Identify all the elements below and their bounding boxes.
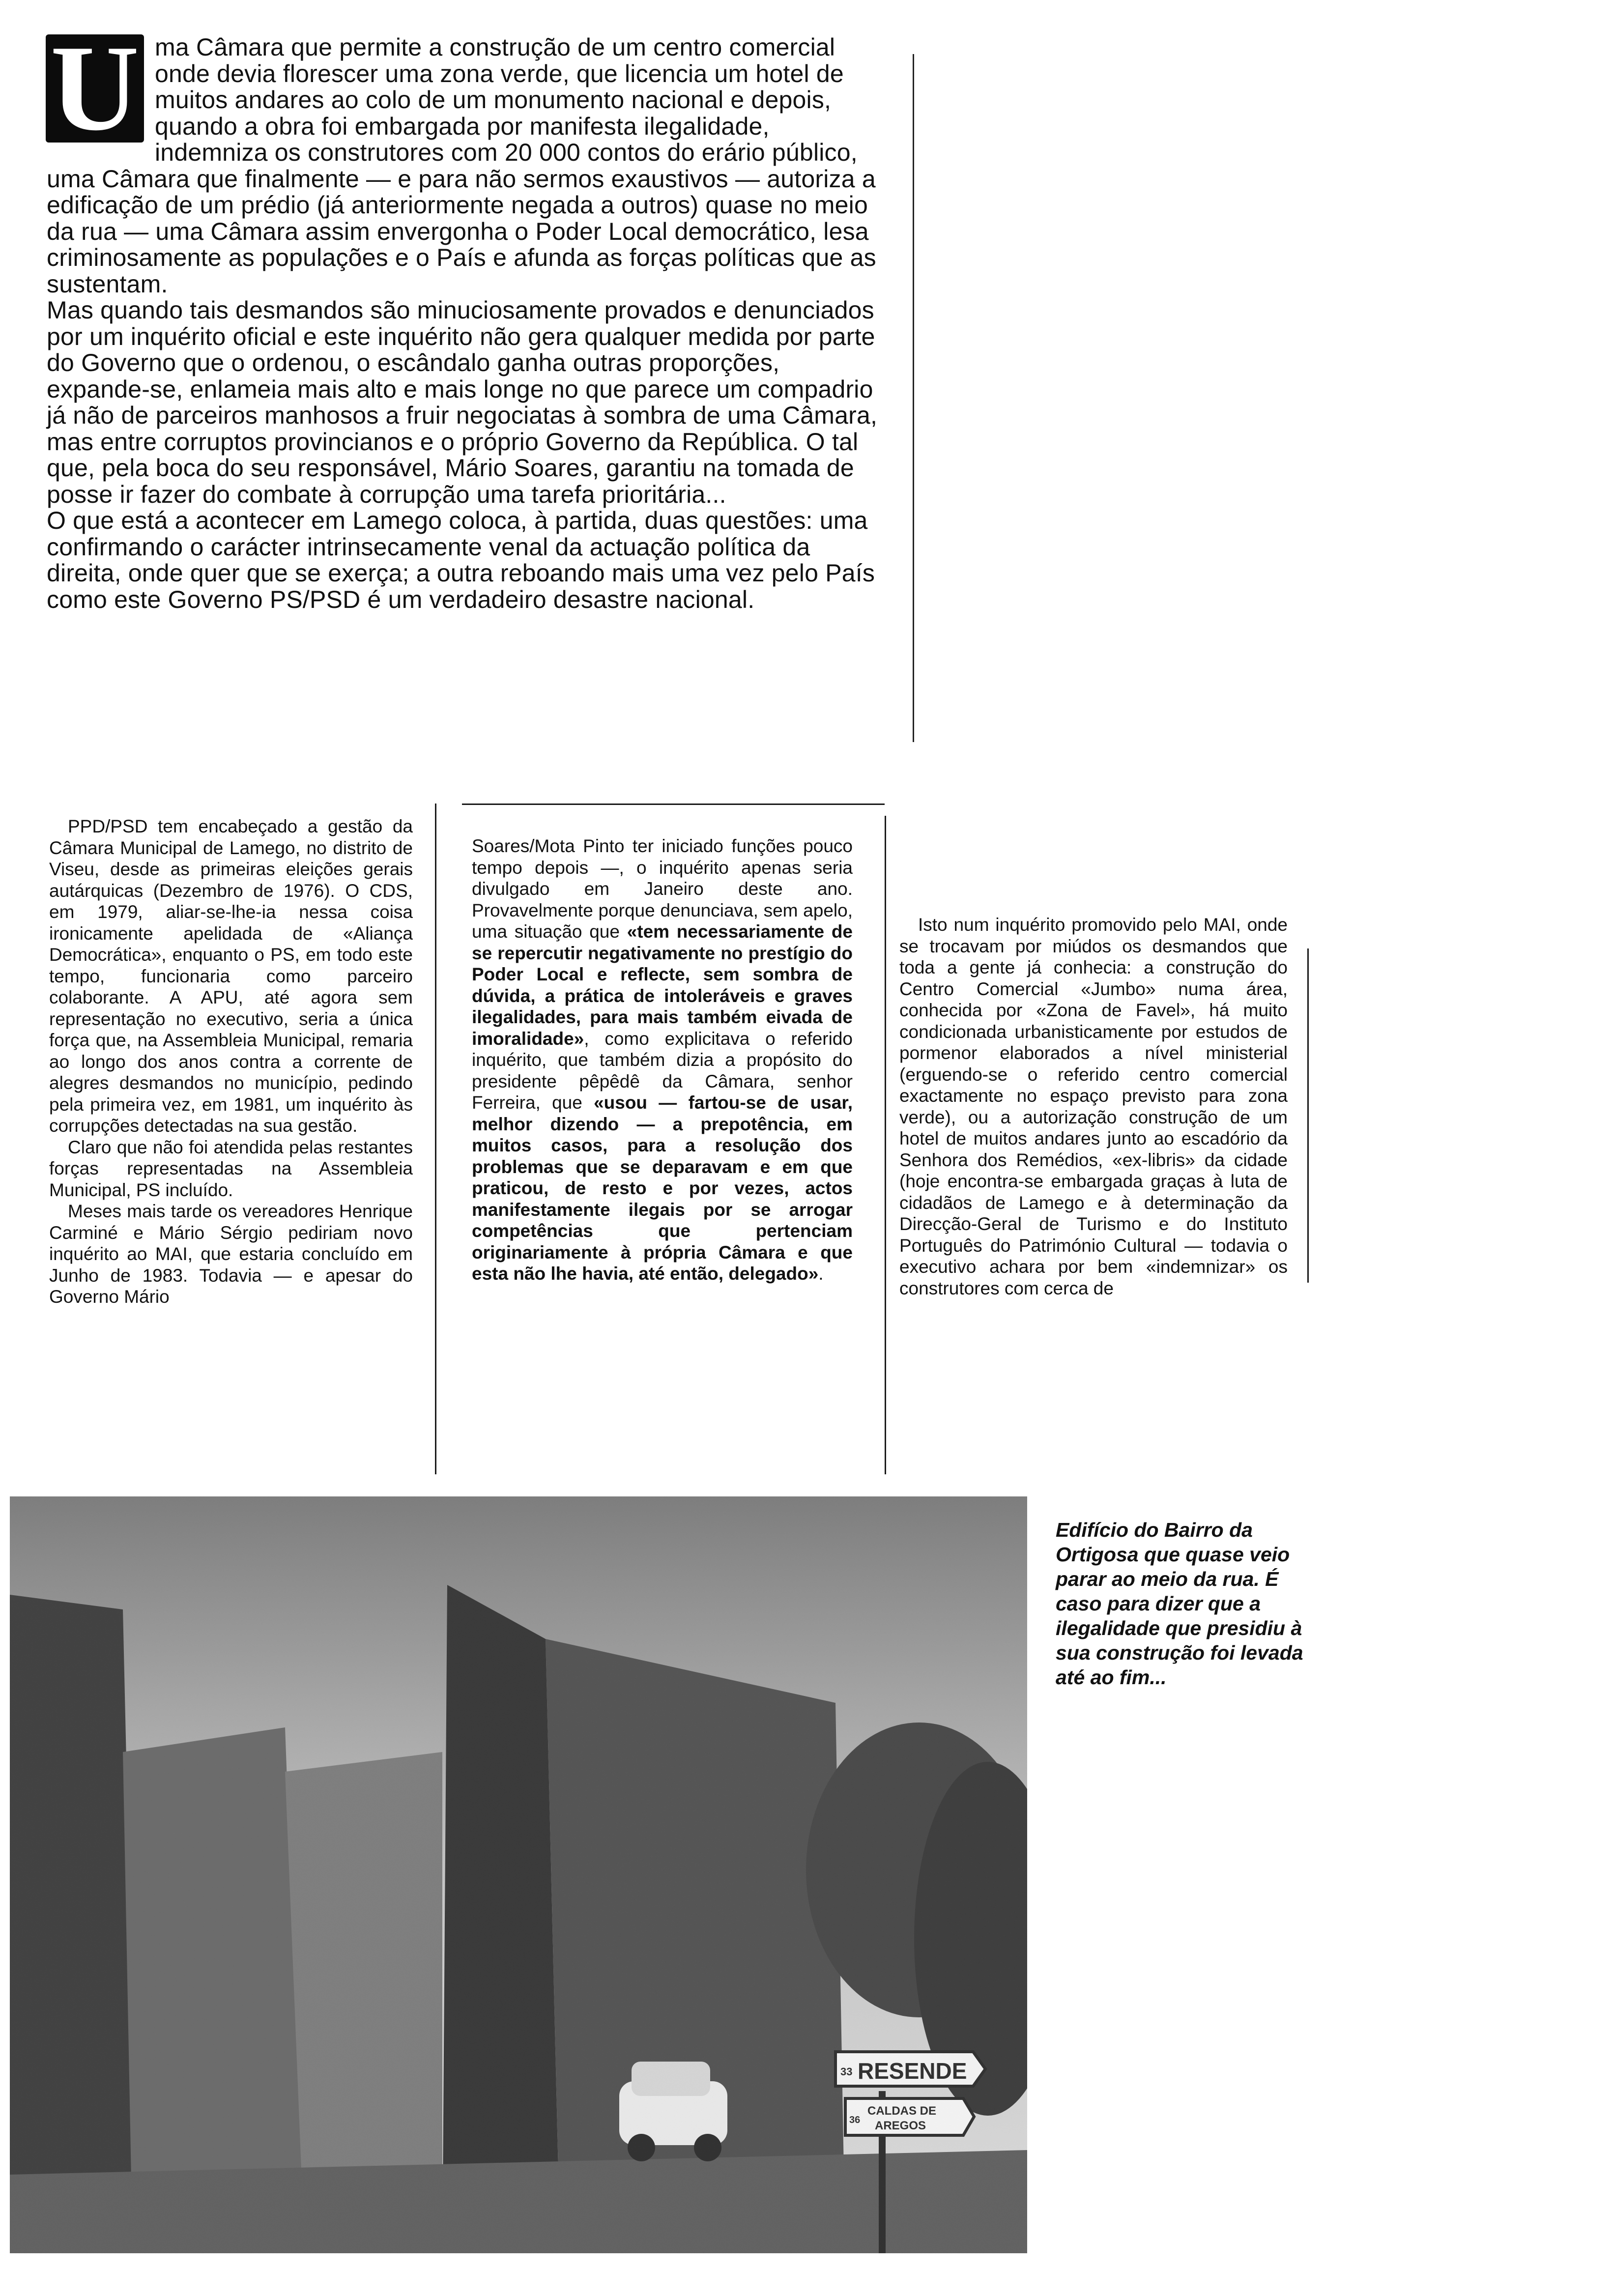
column-3-paragraph-1: Isto num inquérito promovido pelo MAI, onde se trocavam por miúdos os desmandos que toda a gente já conhecia: a construção do Centro Comercial «Jumbo» numa área, conhecida por «Zona de Favel», há muito condicionada urbanisticamente por estudos de pormenor elaborados a nível ministerial (erguendo-se o referido centro comercial exactamente no espaço previsto para zona verde), ou a autorização construção de um hotel de muitos andares junto ao escadório da Senhora dos Remédios, «ex-libris» da cidade (hoje encontra-se embargada graças à luta de cidadãos de Lamego e à determinação da Direcção-Geral de Turismo e do Instituto Português do Património Cultural — todavia o executivo achara por bem «indemnizar» os construtores com cerca de bbox=[899, 915, 1288, 1298]
column-3-right-rule bbox=[1307, 948, 1309, 1283]
lead-paragraph-3: O que está a acontecer em Lamego coloca, à partida, duas questões: uma confirmando o carácter intrinsecamente venal da actuação política da direita, onde quer que se exerça; a outra reboando mais uma vez pelo País como este Governo PS/PSD é um verdadeiro desastre nacional. bbox=[47, 507, 875, 613]
column-2-text-mid: , como explicitava o referido inquérito, que também dizia a propósito do presidente pêpêdê da Câmara, senhor Ferreira, que bbox=[472, 1028, 853, 1113]
road-sign-caldas-text-1: CALDAS DE bbox=[867, 2104, 937, 2118]
column-2-paragraph bbox=[472, 835, 853, 1285]
column-2-top-rule bbox=[462, 804, 885, 805]
column-2-text-start: Soares/Mota Pinto ter iniciado funções pouco tempo depois —, o inquérito apenas seria divulgado em Janeiro deste ano. Provavelmente porque denunciava, sem apelo, uma situação que bbox=[472, 836, 853, 942]
column-2-text-end: . bbox=[818, 1263, 824, 1284]
inquiry-quote-2: «usou — fartou-se de usar, melhor dizendo — a prepotência, em muitos casos, para a resolução dos problemas que se deparavam e em que praticou, de resto e por vezes, actos manifestamente ilegais por se arrogar competências que pertenciam originariamente à própria Câmara e que esta não lhe havia, até então, delegado» bbox=[472, 1092, 853, 1284]
photo-caption bbox=[1056, 1518, 1311, 1690]
column-1-paragraph-2: Claro que não foi atendida pelas restantes forças representadas na Assembleia Municipal, PS incluído. bbox=[49, 1137, 413, 1200]
photo-caption-text: Edifício do Bairro da Ortigosa que quase veio parar ao meio da rua. É caso para dizer que a ilegalidade que presidiu à sua construção foi levada até ao fim... bbox=[1056, 1519, 1303, 1689]
column-1-paragraph-1: PPD/PSD tem encabeçado a gestão da Câmara Municipal de Lamego, no distrito de Viseu, desde as primeiras eleições gerais autárquicas (Dezembro de 1976). O CDS, em 1979, aliar-se-lhe-ia nessa coisa ironicamente apelidada de «Aliança Democrática», enquanto o PS, em todo este tempo, funcionaria como parceiro colaborante. A APU, até agora sem representação no executivo, seria a única força que, na Assembleia Municipal, remaria ao longo dos anos contra a corrente de alegres desmandos no município, pedindo pela primeira vez, em 1981, um inquérito às corrupções detectadas na sua gestão. bbox=[49, 816, 413, 1136]
lead-paragraph-2: Mas quando tais desmandos são minuciosamente provados e denunciados por um inquérito oficial e este inquérito não gera qualquer medida por parte do Governo que o ordenou, o escândalo ganha outras proporções, expande-se, enlameia mais alto e mais longe no que parece um compadrio já não de parceiros manhosos a fruir negociatas à sombra de uma Câmara, mas entre corruptos provincianos e o próprio Governo da República. O tal que, pela boca do seu responsável, Mário Soares, garantiu na tomada de posse ir fazer do combate à corrupção uma tarefa prioritária... bbox=[47, 296, 878, 508]
column-1-paragraph-3: Meses mais tarde os vereadores Henrique Carminé e Mário Sérgio pediriam novo inquérito ao MAI, que estaria concluído em Junho de 1983. Todavia — e apesar do Governo Mário bbox=[49, 1201, 413, 1307]
road-sign-resende-number: 33 bbox=[840, 2066, 853, 2078]
lead-paragraph bbox=[47, 20, 882, 613]
road-sign-caldas-number: 36 bbox=[849, 2115, 861, 2125]
photo-illustration bbox=[10, 1496, 1027, 2253]
news-photo-bairro-ortigosa bbox=[10, 1496, 1027, 2253]
column-2-left-rule bbox=[435, 804, 436, 1474]
road-sign-resende-text: RESENDE bbox=[858, 2058, 967, 2084]
article-column-3 bbox=[899, 914, 1288, 1299]
inquiry-quote-1: «tem necessariamente de se repercutir negativamente no prestígio do Poder Local e reflecte, sem sombra de dúvida, a prática de intoleráveis e graves ilegalidades, para mais também eivada de imoralidade» bbox=[472, 921, 853, 1049]
article-column-2 bbox=[472, 835, 853, 1285]
drop-cap: U bbox=[46, 34, 144, 143]
lead-divider-rule bbox=[913, 54, 914, 742]
column-2-right-rule bbox=[885, 816, 886, 1474]
road-sign-caldas-text-2: AREGOS bbox=[875, 2119, 926, 2132]
article-column-1 bbox=[49, 816, 413, 1308]
lead-text: ma Câmara que permite a construção de um centro comercial onde devia florescer uma zona verde, que licencia um hotel de muitos andares ao colo de um monumento nacional e depois, quando a obra foi embargada por manifesta ilegalidade, indemniza os construtores com 20 000 contos do erário público, uma Câmara que finalmente — e para não sermos exaustivos — autoriza a edificação de um prédio (já anteriormente negada a outros) quase no meio da rua — uma Câmara assim envergonha o Poder Local democrático, lesa criminosamente as populações e o País e afunda as forças políticas que as sustentam. bbox=[47, 33, 876, 298]
